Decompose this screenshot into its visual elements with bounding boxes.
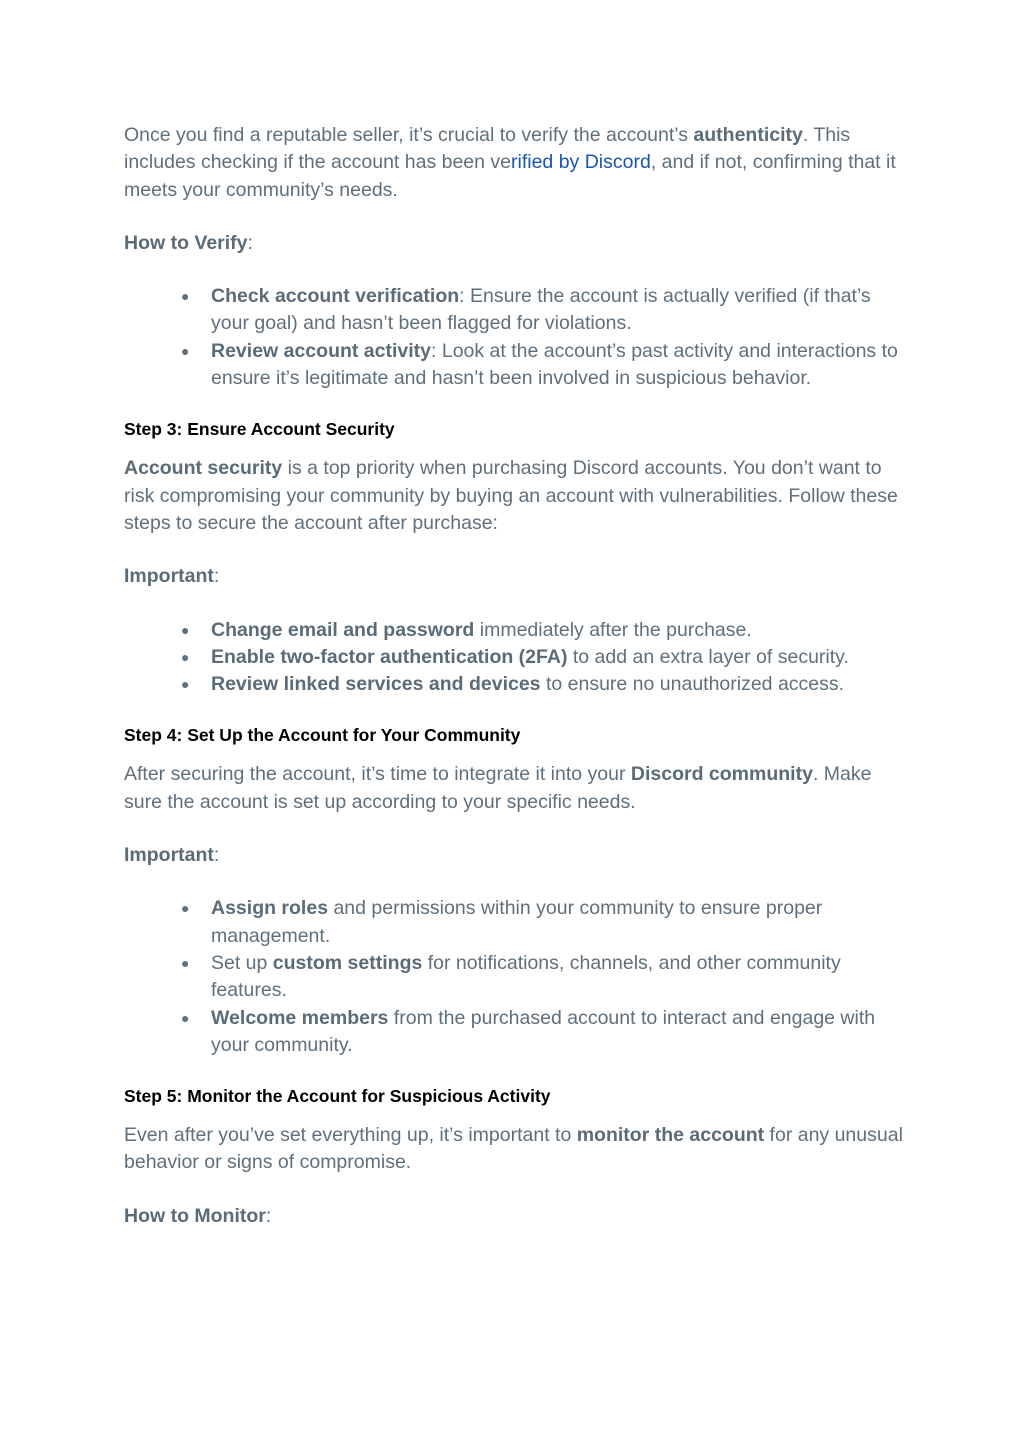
authenticity-bold: authenticity: [693, 124, 803, 146]
bullet-icon: ●: [181, 1009, 190, 1026]
list-item: ● Set up custom settings for notifications, channels, and other community features.: [181, 951, 841, 1002]
verify-list: [124, 283, 904, 392]
bullet-icon: ●: [181, 621, 190, 638]
list-item: ● Change email and password immediately after the purchase.: [124, 617, 904, 644]
bullet-icon: ●: [181, 288, 190, 305]
security-list: [124, 617, 904, 699]
list-item: ● Assign roles and permissions within your community to ensure proper management.: [181, 897, 823, 947]
bullet-icon: ●: [181, 900, 190, 917]
step4-heading: Step 4: Set Up the Account for Your Community: [124, 725, 521, 746]
step4-paragraph: After securing the account, it’s time to integrate it into your Discord community. Make sure the account is set up according to your specific needs.: [124, 763, 872, 813]
list-item: ● Welcome members from the purchased account to interact and engage with your community.: [181, 1006, 876, 1056]
setup-list: [124, 895, 904, 1059]
list-item: ● Enable two-factor authentication (2FA) to add an extra layer of security.: [124, 644, 904, 671]
bullet-icon: ●: [181, 954, 190, 971]
how-to-monitor-label: How to Monitor:: [124, 1204, 272, 1227]
step3-heading: Step 3: Ensure Account Security: [124, 419, 395, 440]
intro-paragraph: Once you find a reputable seller, it’s crucial to verify the account’s authenticity. This includes checking if the account has been verified by Discord, and if not, confirming that it meets your community’s needs.: [124, 124, 896, 201]
how-to-verify-label: How to Verify:: [124, 231, 253, 254]
bullet-icon: ●: [181, 342, 190, 359]
step4-important-label: Important:: [124, 844, 220, 867]
bullet-icon: ●: [181, 648, 190, 665]
step5-heading: Step 5: Monitor the Account for Suspicious Activity: [124, 1086, 551, 1107]
list-item: ● Review linked services and devices to ensure no unauthorized access.: [124, 671, 904, 698]
step3-paragraph: Account security is a top priority when purchasing Discord accounts. You don’t want to risk compromising your community by buying an account with vulnerabilities. Follow these steps to secure the account after purchase:: [124, 457, 898, 534]
step5-paragraph: Even after you’ve set everything up, it’s important to monitor the account for any unusual behavior or signs of compromise.: [124, 1124, 903, 1174]
list-item: ● Check account verification: Ensure the account is actually verified (if that’s your goal) and hasn’t been flagged for violations.: [181, 285, 871, 335]
step3-important-label: Important:: [124, 565, 220, 588]
document-page: [124, 122, 904, 1230]
verified-by-discord-link[interactable]: rified by Discord: [511, 151, 651, 174]
bullet-icon: ●: [181, 676, 190, 693]
list-item: ● Review account activity: Look at the account’s past activity and interactions to ensure it’s legitimate and hasn’t been involved in suspicious behavior.: [181, 339, 898, 390]
